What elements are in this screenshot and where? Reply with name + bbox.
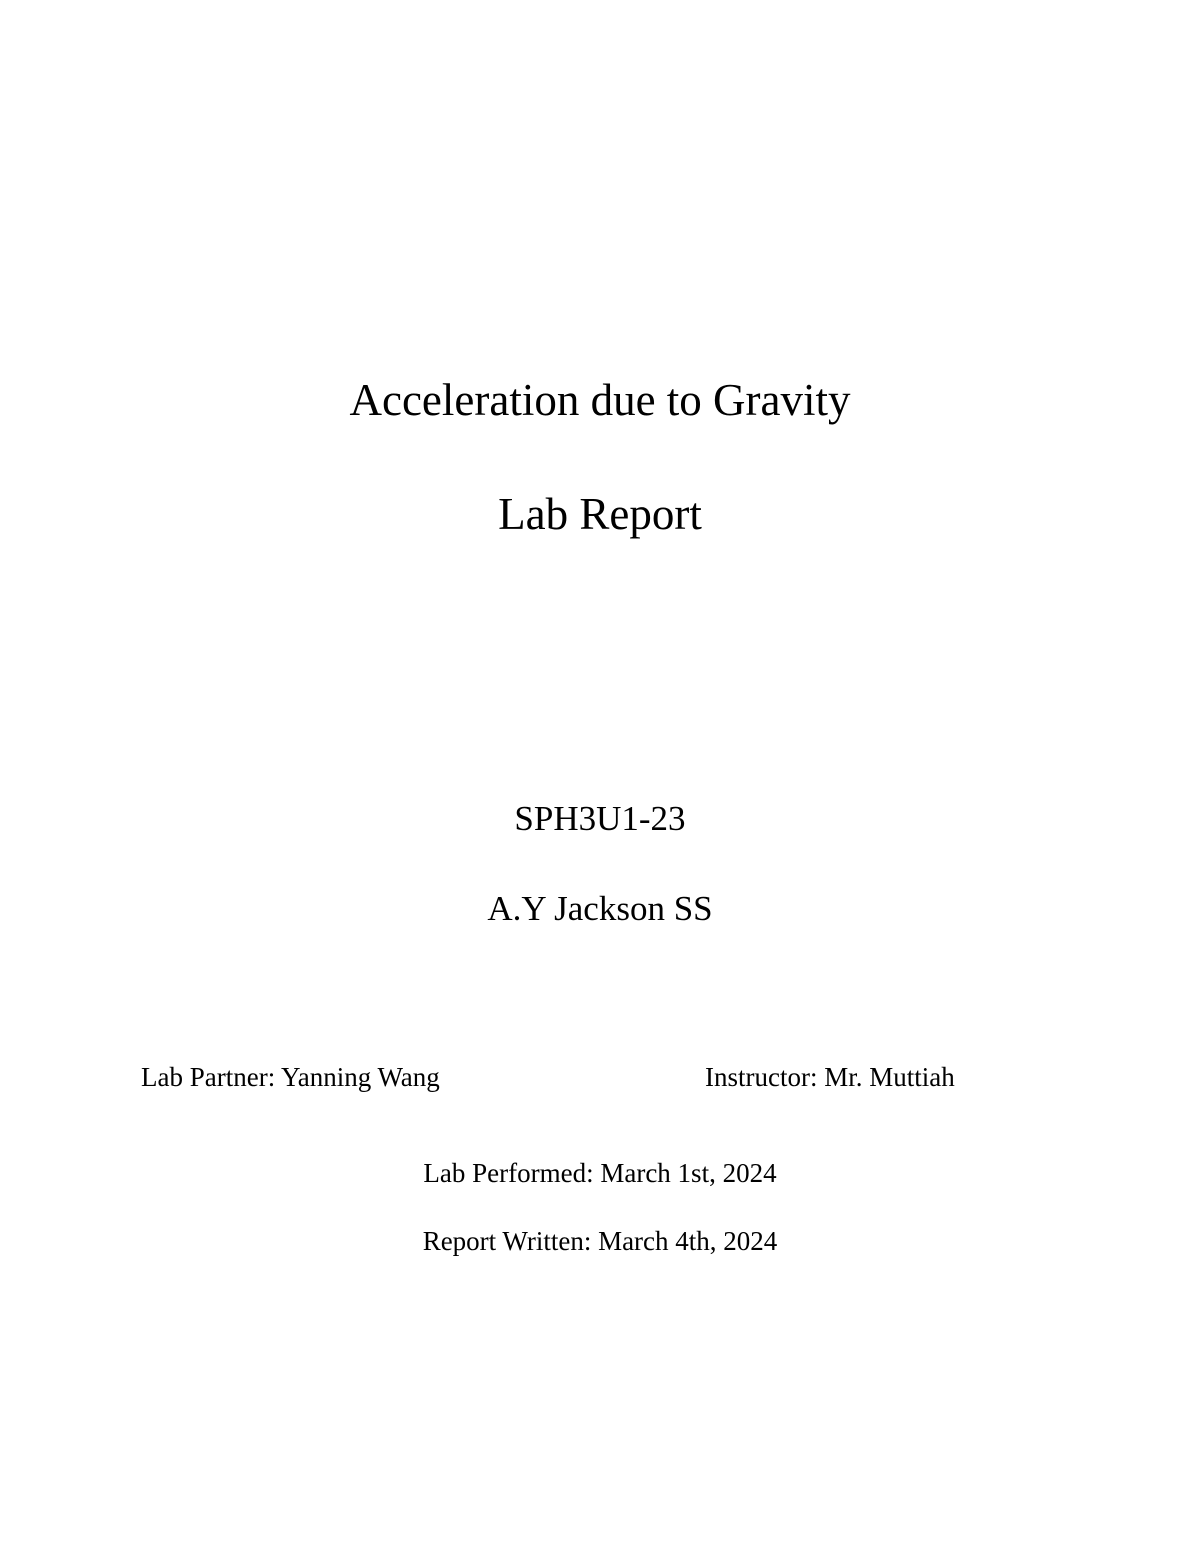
school-name: A.Y Jackson SS (487, 889, 713, 928)
report-title: Acceleration due to Gravity (349, 375, 851, 425)
lab-partner: Lab Partner: Yanning Wang (141, 1062, 440, 1092)
report-written-date: Report Written: March 4th, 2024 (422, 1226, 778, 1256)
report-subtitle: Lab Report (498, 489, 702, 539)
instructor: Instructor: Mr. Muttiah (705, 1062, 955, 1092)
lab-performed-date: Lab Performed: March 1st, 2024 (423, 1158, 777, 1188)
course-code: SPH3U1-23 (514, 799, 686, 838)
